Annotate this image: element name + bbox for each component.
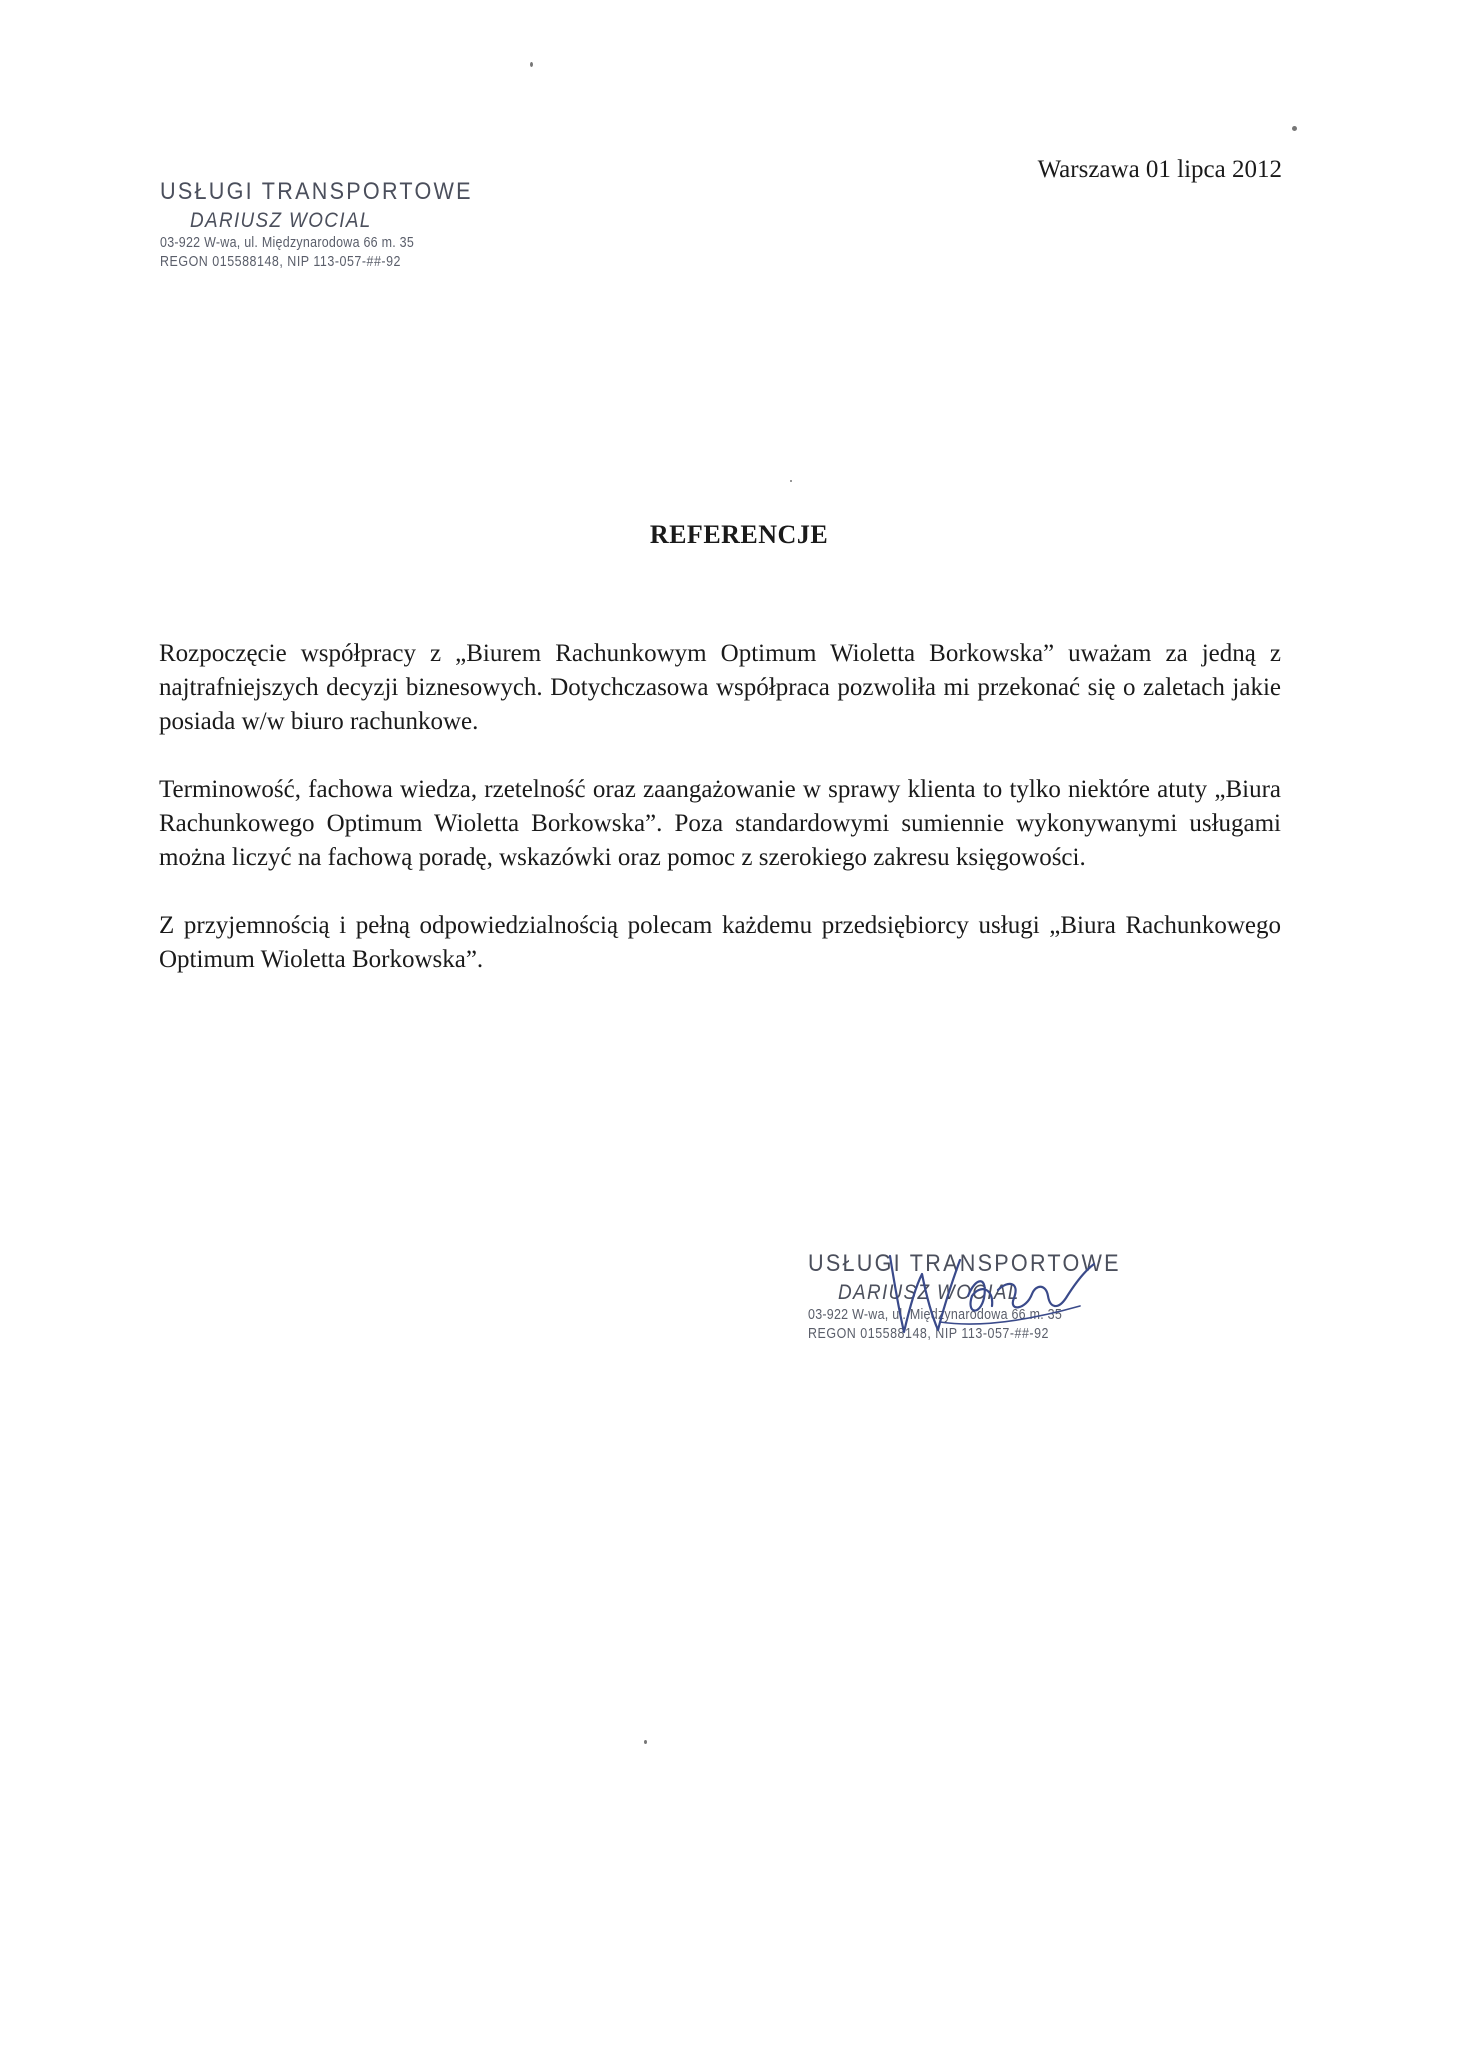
letterhead-stamp	[160, 180, 508, 269]
stamp-owner-name: DARIUSZ WOCIAL	[190, 209, 372, 232]
stamp-company-name: USŁUGI TRANSPORTOWE	[160, 178, 473, 205]
stamp-address: 03-922 W-wa, ul. Międzynarodowa 66 m. 35	[160, 235, 415, 251]
paragraph: Rozpoczęcie współpracy z „Biurem Rachunkowym Optimum Wioletta Borkowska” uważam za jedną z najtrafniejszych decyzji biznesowych. Dotychczasowa współpraca pozwoliła mi przekonać się o zaletach jakie posiada w/w biuro rachunkowe.	[159, 640, 1281, 735]
scan-speck	[644, 1740, 647, 1744]
scan-speck	[530, 62, 533, 67]
stamp-registration: REGON 015588148, NIP 113-057-##-92	[160, 253, 402, 270]
scan-speck	[1292, 126, 1297, 131]
paragraph: Terminowość, fachowa wiedza, rzetelność oraz zaangażowanie w sprawy klienta to tylko niektóre atuty „Biura Rachunkowego Optimum Wioletta Borkowska”. Poza standardowymi sumiennie wykonywanymi usługami można liczyć na fachową poradę, wskazówki oraz pomoc z szerokiego zakresu księgowości.	[159, 776, 1281, 871]
letter-body	[159, 637, 1281, 1011]
date-line: Warszawa 01 lipca 2012	[1037, 156, 1282, 183]
stamp-registration: REGON 015588148, NIP 113-057-##-92	[808, 1325, 1050, 1342]
stamp-owner-name: DARIUSZ WOCIAL	[838, 1281, 1020, 1304]
handwritten-signature	[880, 1236, 1100, 1346]
stamp-address: 03-922 W-wa, ul. Międzynarodowa 66 m. 35	[808, 1307, 1063, 1323]
stamp-company-name: USŁUGI TRANSPORTOWE	[808, 1250, 1121, 1277]
scan-speck	[790, 480, 792, 482]
letter-title: REFERENCJE	[649, 520, 829, 549]
paragraph: Z przyjemnością i pełną odpowiedzialnością polecam każdemu przedsiębiorcy usługi „Biura Rachunkowego Optimum Wioletta Borkowska”.	[159, 912, 1281, 973]
